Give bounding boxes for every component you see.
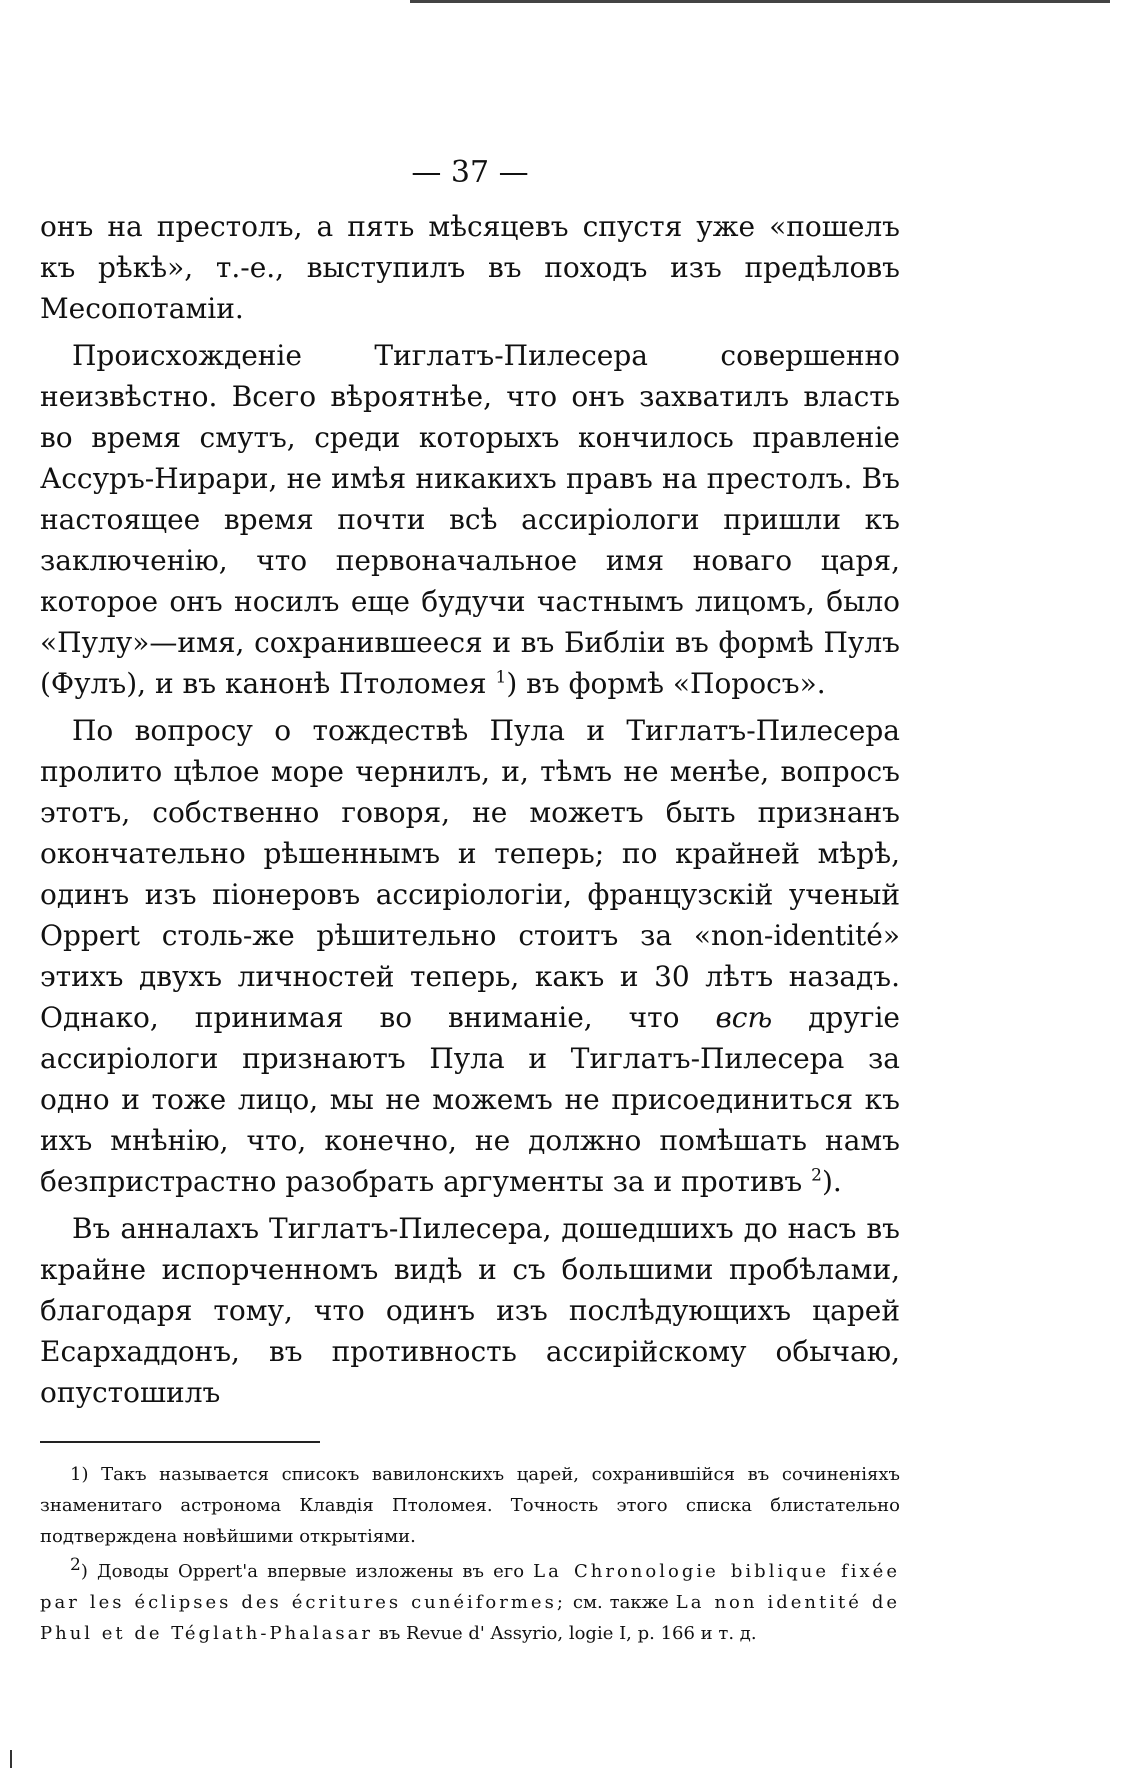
footnote-ref-2[interactable]: 2 [811, 1165, 822, 1186]
paragraph-3-text: По вопросу о тождествѣ Пула и Тиглатъ-Пилесера пролито цѣлое море чернилъ, и, тѣмъ не менѣе, вопросъ этотъ, собственно говоря, не можетъ быть признанъ окончательно рѣшеннымъ и теперь; по крайней мѣрѣ, одинъ изъ піонеровъ ассиріологіи, французскій ученый Oppert столь-же рѣшительно стоитъ за «non-identité» этихъ двухъ личностей теперь, какъ и 30 лѣтъ назадъ. Однако, принимая во вниманіе, что [40, 714, 900, 1034]
footnote-2-marker: 2 [70, 1555, 81, 1575]
paragraph-3-emphasis: всѣ [715, 1001, 773, 1034]
footnote-ref-1[interactable]: 1 [495, 667, 507, 688]
paragraph-2-text: Происхожденіе Тиглатъ-Пилесера совершенно неизвѣстно. Всего вѣроятнѣе, что онъ захватилъ власть во время смутъ, среди которыхъ кончилось правленіе Ассуръ-Нирари, не имѣя никакихъ правъ на престолъ. Въ настоящее время почти всѣ ассиріологи пришли къ заключенію, что первоначальное имя новаго царя, которое онъ носилъ еще будучи частнымъ лицомъ, было «Пулу»—имя, сохранившееся и въ Библіи въ формѣ Пулъ (Фулъ), и въ канонѣ Птоломея [40, 339, 900, 700]
paragraph-4: Въ анналахъ Тиглатъ-Пилесера, дошедшихъ до насъ въ крайне испорченномъ видѣ и съ большими пробѣлами, благодаря тому, что одинъ изъ послѣдующихъ царей Есархаддонъ, въ противность ассирійскому обычаю, опустошилъ [40, 1212, 900, 1409]
document-page [40, 150, 900, 1649]
footnote-2 [40, 1556, 900, 1649]
footnote-2-tail: въ Revue d' Assyrio, logie I, p. 166 и т. д. [378, 1623, 757, 1644]
paragraph-2 [40, 335, 900, 704]
paragraph-2-tail: ) въ формѣ «Поросъ». [506, 667, 826, 700]
footnote-2-lead: ) Доводы Oppert'а впервые изложены въ его [80, 1561, 525, 1582]
top-border-line [410, 0, 1110, 3]
footnote-1: 1) Такъ называется списокъ вавилонскихъ царей, сохранившійся въ сочиненіяхъ знаменитаго астронома Клавдія Птоломея. Точность этого списка блистательно подтверждена новѣйшими открытіями. [40, 1464, 900, 1547]
paragraph-3-end: ). [821, 1165, 842, 1198]
paragraph-3 [40, 710, 900, 1202]
scan-edge-mark [10, 1750, 12, 1768]
footnote-2-mid: см. также [572, 1592, 669, 1613]
footnote-2-title-2: La non identité de Phul et de Téglath-Phalasar [40, 1592, 900, 1644]
page-number: — 37 — [411, 155, 529, 190]
paragraph-3-continuation: другіе ассиріологи признаютъ Пула и Тиглатъ-Пилесера за одно и тоже лицо, мы не можемъ не присоединиться къ ихъ мнѣнію, что, конечно, не должно помѣшать намъ безпристрастно разобрать аргументы за и противъ [40, 1001, 900, 1198]
footnote-separator [40, 1441, 320, 1443]
paragraph-1: онъ на престолъ, а пять мѣсяцевъ спустя уже «пошелъ къ рѣкѣ», т.-е., выступилъ въ походъ изъ предѣловъ Месопотаміи. [40, 210, 900, 325]
footnote-2-title-1: La Chronologie biblique fixée par les éclipses des écritures cunéiformes; [40, 1561, 900, 1613]
